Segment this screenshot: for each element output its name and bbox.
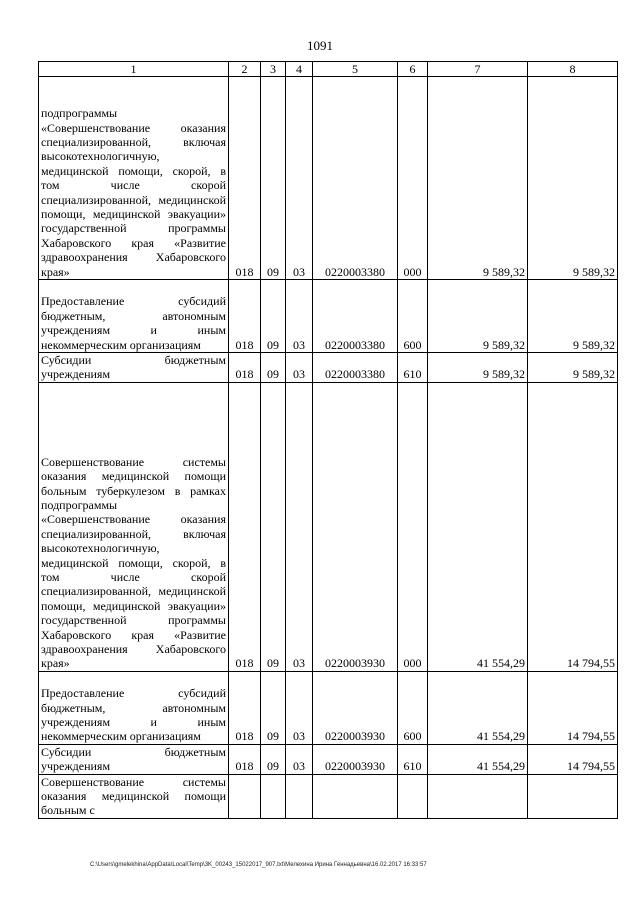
cell-amount-1: 9 589,32	[428, 77, 528, 280]
row-name: подпрограммы «Совершенствование оказания специализированной, включая высокотехнологичную, медицинской помощи, скорой, в том числе скорой специализированной, медицинской помощи, медицинской эвакуации» государственной программы Хабаровского края «Развитие здравоохранения Хабаровского края»	[39, 77, 229, 280]
cell-ministry: 018	[229, 280, 261, 353]
cell-section: 09	[261, 353, 286, 383]
header-row	[39, 62, 618, 77]
row-name: Предоставление субсидий бюджетным, автономным учреждениям и иным некоммерческим организациям	[39, 671, 229, 744]
cell-target: 0220003930	[313, 671, 398, 744]
cell-amount-2: 9 589,32	[528, 353, 618, 383]
cell-target	[313, 774, 398, 818]
cell-amount-2	[528, 774, 618, 818]
cell-amount-2: 9 589,32	[528, 77, 618, 280]
row-name: Субсидии бюджетным учреждениям	[39, 744, 229, 774]
column-header: 2	[229, 62, 261, 77]
cell-ministry: 018	[229, 382, 261, 671]
cell-ministry: 018	[229, 744, 261, 774]
cell-subsection: 03	[286, 744, 313, 774]
column-header: 8	[528, 62, 618, 77]
row-name: Совершенствование системы оказания медицинской помощи больным туберкулезом в рамках подпрограммы «Совершенствование оказания специализированной, включая высокотехнологичную, медицинской помощи, скорой, в том числе скорой специализированной, медицинской помощи, медицинской эвакуации» государственной программы Хабаровского края «Развитие здравоохранения Хабаровского края»	[39, 382, 229, 671]
cell-amount-1: 41 554,29	[428, 744, 528, 774]
cell-expense-type	[398, 774, 428, 818]
cell-section: 09	[261, 77, 286, 280]
cell-subsection: 03	[286, 382, 313, 671]
cell-amount-1: 9 589,32	[428, 280, 528, 353]
cell-amount-2: 14 794,55	[528, 744, 618, 774]
row-name: Предоставление субсидий бюджетным, автономным учреждениям и иным некоммерческим организациям	[39, 280, 229, 353]
cell-target: 0220003930	[313, 382, 398, 671]
cell-amount-1	[428, 774, 528, 818]
cell-expense-type: 000	[398, 77, 428, 280]
cell-ministry	[229, 774, 261, 818]
cell-expense-type: 600	[398, 671, 428, 744]
cell-amount-2: 9 589,32	[528, 280, 618, 353]
column-header: 5	[313, 62, 398, 77]
budget-table	[38, 61, 618, 819]
row-name: Совершенствование системы оказания медицинской помощи больным с	[39, 774, 229, 818]
cell-target: 0220003930	[313, 744, 398, 774]
file-path-footer: C:\Users\gmelekhina\AppData\Local\Temp\3K_00243_15022017_907.txt\Мелехина Ирина Геннадьевна\16.02.2017 16:33:57	[90, 862, 427, 868]
cell-section: 09	[261, 280, 286, 353]
table-row	[39, 744, 618, 774]
cell-ministry: 018	[229, 671, 261, 744]
column-header: 6	[398, 62, 428, 77]
cell-expense-type: 610	[398, 353, 428, 383]
cell-expense-type: 600	[398, 280, 428, 353]
cell-amount-2: 14 794,55	[528, 382, 618, 671]
cell-subsection: 03	[286, 671, 313, 744]
cell-target: 0220003380	[313, 77, 398, 280]
row-name: Субсидии бюджетным учреждениям	[39, 353, 229, 383]
cell-expense-type: 000	[398, 382, 428, 671]
table-row	[39, 382, 618, 671]
cell-subsection: 03	[286, 77, 313, 280]
cell-ministry: 018	[229, 77, 261, 280]
table-row	[39, 77, 618, 280]
cell-amount-1: 41 554,29	[428, 671, 528, 744]
cell-expense-type: 610	[398, 744, 428, 774]
column-header: 1	[39, 62, 229, 77]
cell-section	[261, 774, 286, 818]
cell-subsection	[286, 774, 313, 818]
cell-subsection: 03	[286, 280, 313, 353]
cell-section: 09	[261, 744, 286, 774]
table-row	[39, 774, 618, 818]
cell-amount-1: 9 589,32	[428, 353, 528, 383]
column-header: 7	[428, 62, 528, 77]
column-header: 4	[286, 62, 313, 77]
cell-ministry: 018	[229, 353, 261, 383]
page-number: 1091	[307, 38, 333, 53]
cell-section: 09	[261, 382, 286, 671]
column-header: 3	[261, 62, 286, 77]
cell-target: 0220003380	[313, 280, 398, 353]
cell-subsection: 03	[286, 353, 313, 383]
cell-target: 0220003380	[313, 353, 398, 383]
cell-amount-1: 41 554,29	[428, 382, 528, 671]
cell-amount-2: 14 794,55	[528, 671, 618, 744]
table-row	[39, 671, 618, 744]
table-row	[39, 280, 618, 353]
cell-section: 09	[261, 671, 286, 744]
table-row	[39, 353, 618, 383]
